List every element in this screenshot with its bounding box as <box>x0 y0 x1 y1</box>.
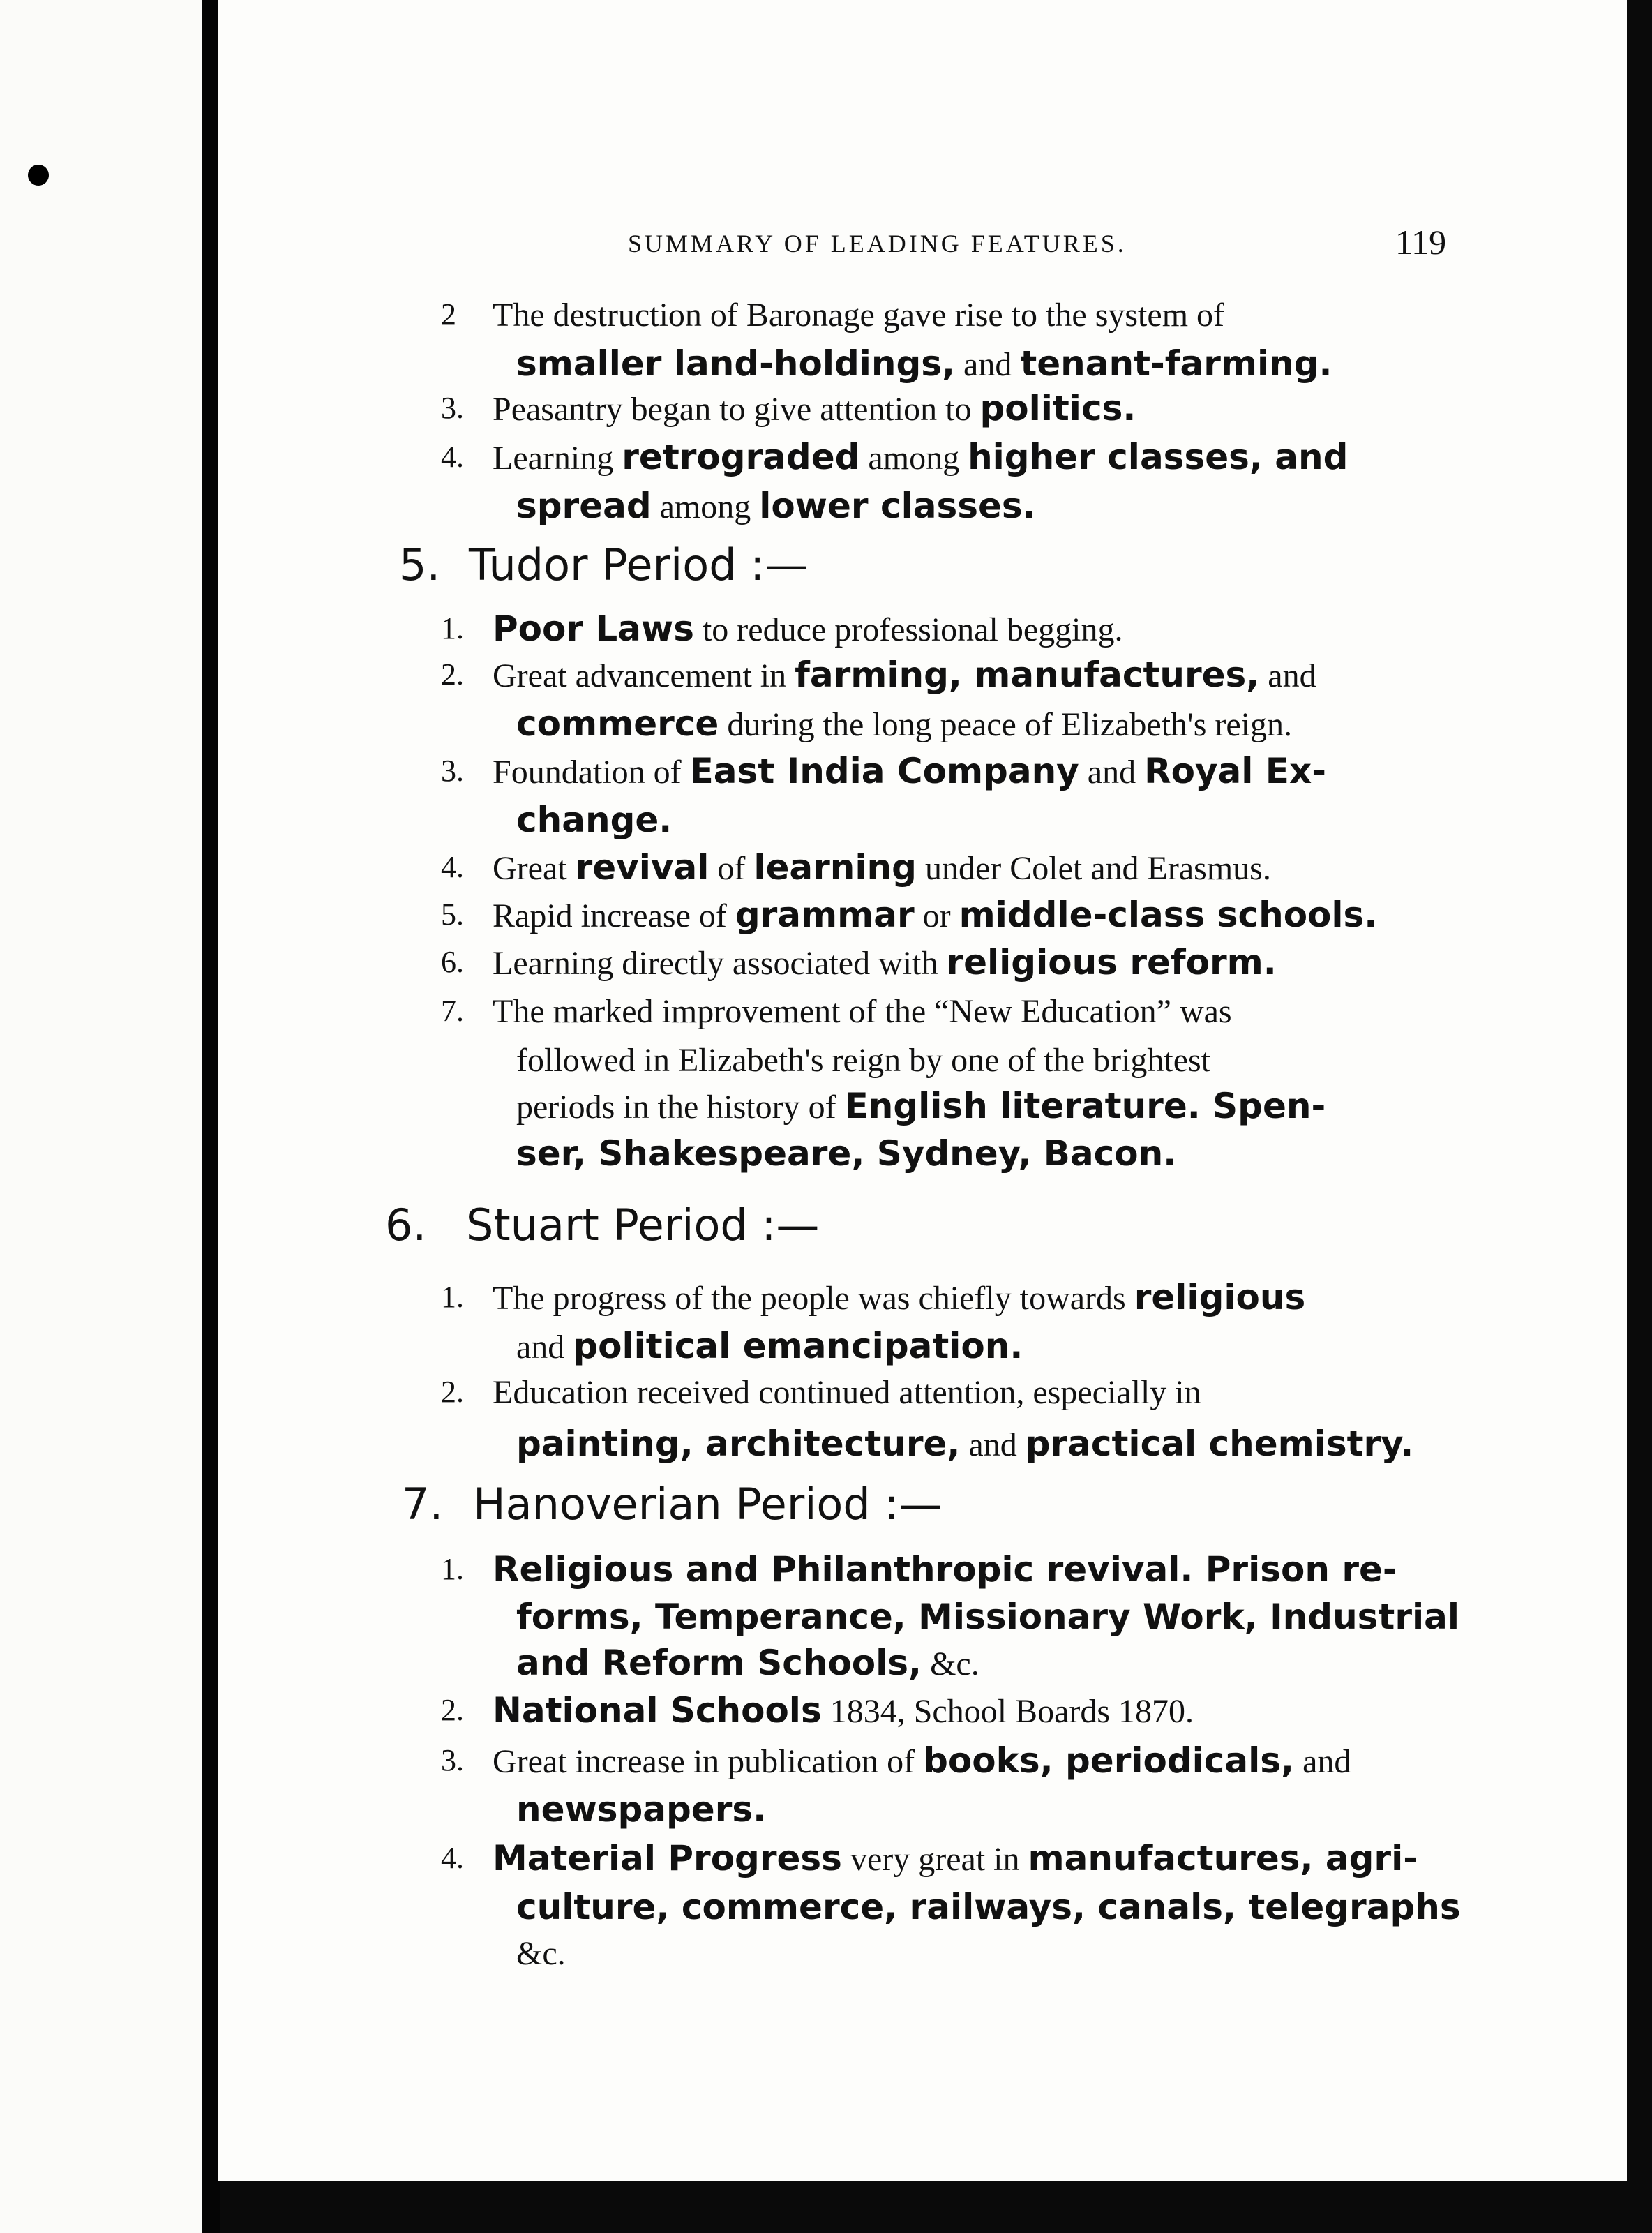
bold-phrase: ser, Shakespeare, Sydney, Bacon. <box>516 1133 1177 1174</box>
bold-phrase: change. <box>516 800 673 840</box>
text-run: Rapid increase of <box>493 897 735 934</box>
list-item-number: 3. <box>441 754 464 788</box>
text-run: &c. <box>922 1645 979 1682</box>
section-number: 7. <box>402 1479 444 1530</box>
list-item-number: 2. <box>441 1375 464 1409</box>
text-line <box>493 1687 1194 1735</box>
text-line <box>516 1037 1210 1084</box>
text-run: The destruction of Baronage gave rise to the system of <box>493 297 1225 334</box>
bold-phrase: farming, manufactures, <box>795 655 1260 695</box>
bold-phrase: newspapers. <box>516 1789 767 1830</box>
text-line <box>516 1083 1326 1130</box>
section-number: 5. <box>399 539 441 590</box>
list-item-number: 2. <box>441 1693 464 1727</box>
bold-phrase: Material Progress <box>493 1838 842 1879</box>
bold-phrase: spread <box>516 486 652 526</box>
bold-phrase: religious reform. <box>946 942 1277 983</box>
text-run: Peasantry began to give attention to <box>493 391 980 428</box>
text-run: among <box>859 440 968 477</box>
text-run: Foundation of <box>493 754 690 791</box>
bold-phrase: books, periodicals, <box>923 1740 1295 1781</box>
text-run: under Colet and Erasmus. <box>916 850 1271 887</box>
list-item-number: 4. <box>441 850 464 884</box>
page-number: 119 <box>1395 223 1447 262</box>
section-number: 6. <box>385 1200 427 1250</box>
text-line <box>493 1738 1351 1785</box>
text-line <box>516 1930 566 1977</box>
list-item-number: 1. <box>441 1280 464 1314</box>
bold-phrase: tenant-farming. <box>1020 343 1332 384</box>
text-line <box>516 1786 766 1833</box>
text-line <box>516 1130 1176 1177</box>
bold-phrase: National Schools <box>493 1690 822 1731</box>
text-run: Learning directly associated with <box>493 945 947 982</box>
text-run: &c. <box>516 1935 566 1972</box>
bold-phrase: Royal Ex- <box>1144 751 1326 791</box>
text-line <box>493 1274 1305 1322</box>
text-line <box>493 652 1316 699</box>
bold-phrase: Religious and Philanthropic revival. Prison re- <box>493 1549 1397 1590</box>
text-run: to reduce professional begging. <box>693 611 1123 648</box>
list-item-number: 7. <box>441 994 464 1028</box>
text-line <box>516 1640 979 1687</box>
list-item-number: 2 <box>441 297 456 331</box>
list-item-number: 2. <box>441 657 464 692</box>
running-title: SUMMARY OF LEADING FEATURES. <box>628 230 1127 257</box>
text-run: and <box>1259 657 1316 694</box>
text-run: during the long peace of Elizabeth's reign. <box>719 706 1293 743</box>
text-run: periods in the history of <box>516 1089 845 1126</box>
list-item-number: 4. <box>441 440 464 474</box>
bold-phrase: and Reform Schools, <box>516 1643 922 1683</box>
text-run: followed in Elizabeth's reign by one of the brightest <box>516 1042 1211 1079</box>
bold-phrase: middle-class schools. <box>959 895 1378 935</box>
text-line <box>493 939 1277 987</box>
text-line <box>516 1323 1023 1371</box>
text-line <box>493 434 1348 481</box>
text-run: or <box>914 897 959 934</box>
bold-phrase: commerce <box>516 703 719 744</box>
bold-phrase: forms, Temperance, Missionary Work, Industrial <box>516 1597 1460 1637</box>
text-line <box>516 1884 1461 1931</box>
bold-phrase: Poor Laws <box>493 608 694 649</box>
text-run: among <box>651 488 760 525</box>
bold-phrase: higher classes, and <box>968 437 1349 477</box>
bold-phrase: East India Company <box>689 751 1079 791</box>
text-run: Great advancement in <box>493 657 795 694</box>
bold-phrase: English literature. Spen- <box>844 1086 1326 1126</box>
bold-phrase: culture, commerce, railways, canals, telegraphs <box>516 1887 1461 1927</box>
text-line <box>516 1594 1459 1641</box>
text-line <box>493 385 1136 433</box>
bold-phrase: practical chemistry. <box>1025 1424 1414 1464</box>
list-item-number: 5. <box>441 897 464 932</box>
bold-phrase: learning <box>753 847 917 888</box>
text-run: and <box>955 346 1021 383</box>
text-run: of <box>709 850 754 887</box>
text-line <box>516 341 1332 388</box>
text-run: and <box>1079 754 1145 791</box>
ink-dot <box>28 165 49 186</box>
text-line <box>493 1835 1418 1883</box>
text-run: 1834, School Boards 1870. <box>821 1693 1194 1730</box>
text-line <box>516 483 1036 530</box>
text-line <box>493 1546 1397 1593</box>
list-item-number: 4. <box>441 1841 464 1875</box>
list-item-number: 1. <box>441 611 464 645</box>
text-line <box>493 1369 1201 1416</box>
list-item-number: 6. <box>441 945 464 979</box>
text-line <box>516 797 672 844</box>
bold-phrase: lower classes. <box>759 486 1036 526</box>
bold-phrase: smaller land-holdings, <box>516 343 956 384</box>
text-line <box>493 292 1224 338</box>
bold-phrase: religious <box>1134 1277 1306 1317</box>
section-title: Hanoverian Period :— <box>473 1479 943 1530</box>
text-run: very great in <box>841 1841 1028 1878</box>
bold-phrase: painting, architecture, <box>516 1424 961 1464</box>
bold-phrase: politics. <box>979 388 1136 428</box>
text-line <box>493 892 1377 939</box>
text-run: Learning <box>493 440 622 477</box>
left-page-margin <box>0 0 202 2233</box>
bold-phrase: retrograded <box>622 437 860 477</box>
text-run: Great <box>493 850 576 887</box>
bold-phrase: revival <box>575 847 709 888</box>
list-item-number: 1. <box>441 1552 464 1586</box>
text-run: The marked improvement of the “New Education” was <box>493 993 1232 1030</box>
bold-phrase: political emancipation. <box>573 1326 1023 1366</box>
text-line <box>516 701 1292 748</box>
text-line <box>516 1421 1413 1468</box>
text-run: Education received continued attention, especially in <box>493 1374 1201 1411</box>
text-run: Great increase in publication of <box>493 1743 924 1780</box>
section-title: Stuart Period :— <box>466 1200 820 1250</box>
text-line <box>493 844 1271 892</box>
text-line <box>493 748 1326 796</box>
text-run: and <box>1294 1743 1351 1780</box>
text-run: and <box>516 1329 573 1366</box>
bold-phrase: grammar <box>735 895 915 935</box>
text-run: The progress of the people was chiefly towards <box>493 1280 1134 1317</box>
bold-phrase: manufactures, agri- <box>1028 1838 1418 1879</box>
text-line <box>493 988 1232 1035</box>
text-run: and <box>960 1426 1026 1463</box>
text-line <box>493 606 1122 653</box>
list-item-number: 3. <box>441 1743 464 1777</box>
list-item-number: 3. <box>441 391 464 425</box>
page-header <box>628 222 1465 264</box>
section-title: Tudor Period :— <box>469 539 809 590</box>
